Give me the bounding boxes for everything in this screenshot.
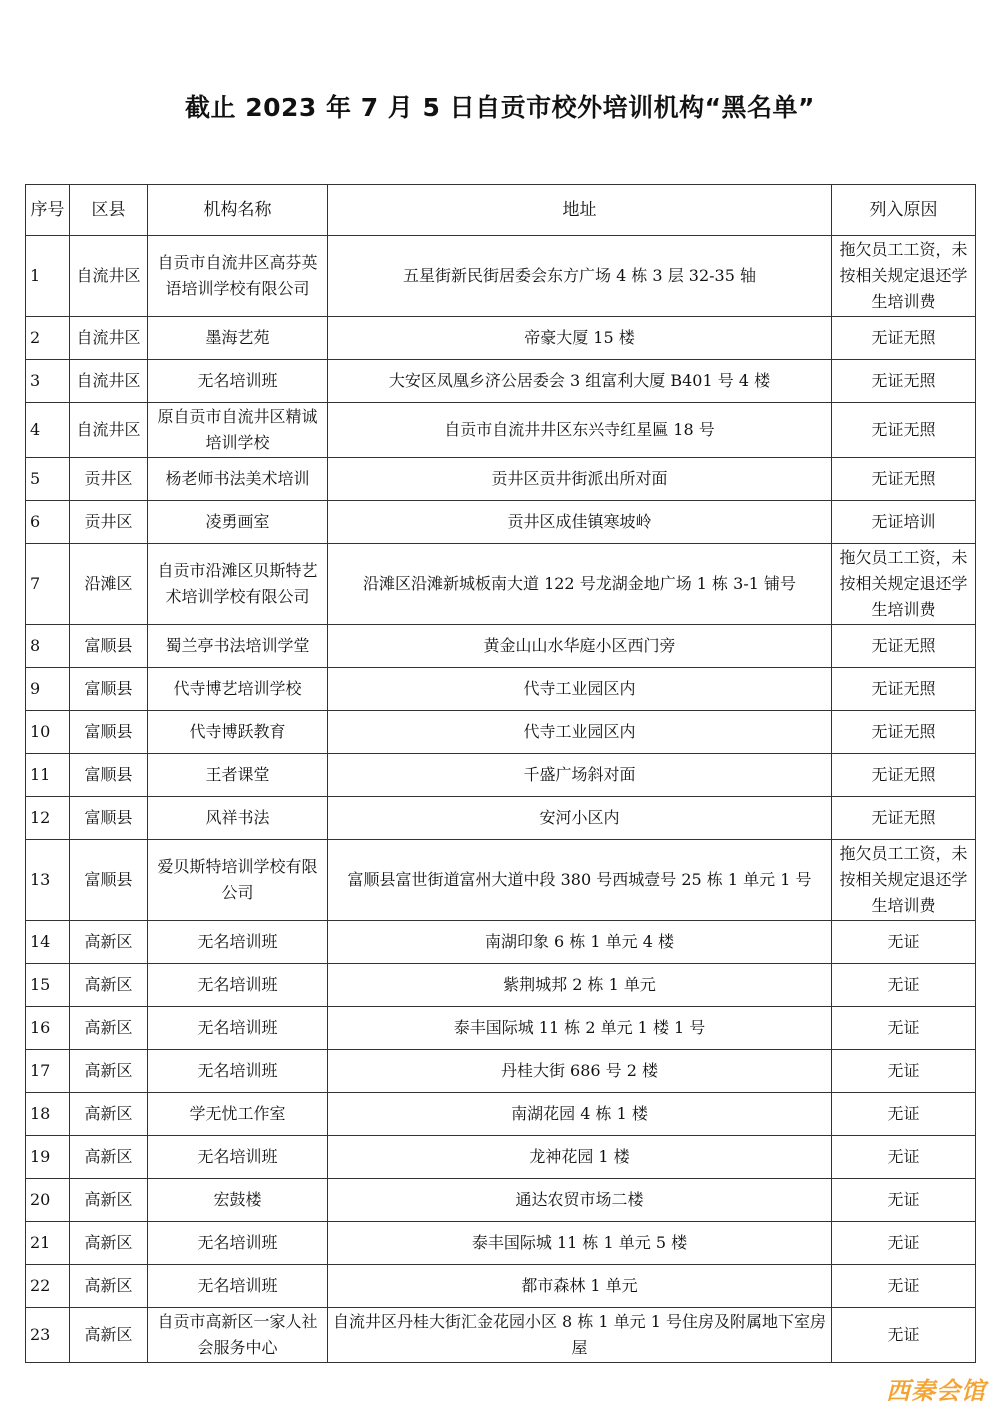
- cell-reason: 无证培训: [832, 501, 976, 544]
- blacklist-table: [25, 184, 976, 1363]
- cell-no: 4: [26, 403, 70, 458]
- cell-reason: 无证: [832, 1136, 976, 1179]
- cell-org-name: 无名培训班: [148, 1136, 328, 1179]
- cell-no: 11: [26, 754, 70, 797]
- cell-address: 龙神花园 1 楼: [328, 1136, 832, 1179]
- cell-district: 自流井区: [70, 317, 148, 360]
- table-row: [26, 1007, 976, 1050]
- table-row: [26, 668, 976, 711]
- cell-reason: 拖欠员工工资，未按相关规定退还学生培训费: [832, 840, 976, 921]
- cell-reason: 无证无照: [832, 754, 976, 797]
- table-row: [26, 797, 976, 840]
- cell-address: 贡井区贡井街派出所对面: [328, 458, 832, 501]
- cell-org-name: 杨老师书法美术培训: [148, 458, 328, 501]
- cell-district: 富顺县: [70, 668, 148, 711]
- cell-address: 南湖印象 6 栋 1 单元 4 楼: [328, 921, 832, 964]
- cell-org-name: 原自贡市自流井区精诚培训学校: [148, 403, 328, 458]
- table-row: [26, 403, 976, 458]
- table-row: [26, 1308, 976, 1363]
- cell-org-name: 无名培训班: [148, 921, 328, 964]
- watermark-logo: [886, 1371, 986, 1406]
- cell-org-name: 凌勇画室: [148, 501, 328, 544]
- cell-district: 富顺县: [70, 797, 148, 840]
- cell-org-name: 宏鼓楼: [148, 1179, 328, 1222]
- table-body: [26, 236, 976, 1363]
- cell-org-name: 无名培训班: [148, 964, 328, 1007]
- cell-district: 富顺县: [70, 754, 148, 797]
- cell-address: 代寺工业园区内: [328, 711, 832, 754]
- table-row: [26, 236, 976, 317]
- table-row: [26, 458, 976, 501]
- cell-no: 18: [26, 1093, 70, 1136]
- table-row: [26, 501, 976, 544]
- cell-reason: 拖欠员工工资，未按相关规定退还学生培训费: [832, 544, 976, 625]
- cell-district: 富顺县: [70, 625, 148, 668]
- table-row: [26, 964, 976, 1007]
- cell-district: 高新区: [70, 1265, 148, 1308]
- cell-district: 高新区: [70, 1136, 148, 1179]
- cell-reason: 无证: [832, 964, 976, 1007]
- cell-district: 高新区: [70, 964, 148, 1007]
- table-row: [26, 1179, 976, 1222]
- table-row: [26, 1050, 976, 1093]
- table-row: [26, 1136, 976, 1179]
- cell-district: 自流井区: [70, 403, 148, 458]
- cell-no: 2: [26, 317, 70, 360]
- cell-district: 贡井区: [70, 501, 148, 544]
- cell-org-name: 无名培训班: [148, 360, 328, 403]
- cell-address: 代寺工业园区内: [328, 668, 832, 711]
- cell-reason: 无证: [832, 1265, 976, 1308]
- cell-no: 10: [26, 711, 70, 754]
- cell-district: 自流井区: [70, 236, 148, 317]
- cell-address: 自贡市自流井井区东兴寺红星匾 18 号: [328, 403, 832, 458]
- cell-reason: 无证: [832, 1179, 976, 1222]
- cell-address: 贡井区成佳镇寒坡岭: [328, 501, 832, 544]
- cell-reason: 无证无照: [832, 668, 976, 711]
- cell-district: 贡井区: [70, 458, 148, 501]
- cell-no: 21: [26, 1222, 70, 1265]
- cell-no: 16: [26, 1007, 70, 1050]
- cell-address: 泰丰国际城 11 栋 2 单元 1 楼 1 号: [328, 1007, 832, 1050]
- cell-address: 自流井区丹桂大街汇金花园小区 8 栋 1 单元 1 号住房及附属地下室房屋: [328, 1308, 832, 1363]
- cell-address: 沿滩区沿滩新城板南大道 122 号龙湖金地广场 1 栋 3-1 铺号: [328, 544, 832, 625]
- cell-address: 南湖花园 4 栋 1 楼: [328, 1093, 832, 1136]
- cell-org-name: 蜀兰亭书法培训学堂: [148, 625, 328, 668]
- cell-no: 20: [26, 1179, 70, 1222]
- cell-reason: 无证无照: [832, 458, 976, 501]
- cell-district: 高新区: [70, 1179, 148, 1222]
- table-header-row: [26, 185, 976, 236]
- table-row: [26, 544, 976, 625]
- cell-district: 富顺县: [70, 840, 148, 921]
- cell-reason: 无证: [832, 1050, 976, 1093]
- cell-no: 1: [26, 236, 70, 317]
- cell-district: 高新区: [70, 1093, 148, 1136]
- cell-org-name: 自贡市沿滩区贝斯特艺术培训学校有限公司: [148, 544, 328, 625]
- cell-address: 富顺县富世街道富州大道中段 380 号西城壹号 25 栋 1 单元 1 号: [328, 840, 832, 921]
- cell-district: 高新区: [70, 921, 148, 964]
- cell-org-name: 王者课堂: [148, 754, 328, 797]
- cell-no: 14: [26, 921, 70, 964]
- cell-address: 通达农贸市场二楼: [328, 1179, 832, 1222]
- cell-reason: 无证无照: [832, 625, 976, 668]
- page-title: 截止 2023 年 7 月 5 日自贡市校外培训机构“黑名单”: [185, 93, 815, 122]
- cell-address: 紫荆城邦 2 栋 1 单元: [328, 964, 832, 1007]
- cell-address: 五星街新民街居委会东方广场 4 栋 3 层 32-35 轴: [328, 236, 832, 317]
- header-no: 序号: [26, 185, 70, 236]
- cell-no: 15: [26, 964, 70, 1007]
- cell-address: 帝豪大厦 15 楼: [328, 317, 832, 360]
- cell-address: 大安区凤凰乡济公居委会 3 组富利大厦 B401 号 4 楼: [328, 360, 832, 403]
- cell-reason: 无证无照: [832, 360, 976, 403]
- cell-no: 12: [26, 797, 70, 840]
- cell-no: 22: [26, 1265, 70, 1308]
- table-row: [26, 1222, 976, 1265]
- cell-no: 3: [26, 360, 70, 403]
- header-org-name: 机构名称: [148, 185, 328, 236]
- cell-reason: 无证无照: [832, 403, 976, 458]
- cell-district: 自流井区: [70, 360, 148, 403]
- cell-district: 沿滩区: [70, 544, 148, 625]
- cell-no: 13: [26, 840, 70, 921]
- table-row: [26, 1265, 976, 1308]
- cell-reason: 无证: [832, 921, 976, 964]
- header-district: 区县: [70, 185, 148, 236]
- table-row: [26, 711, 976, 754]
- cell-district: 高新区: [70, 1222, 148, 1265]
- cell-address: 千盛广场斜对面: [328, 754, 832, 797]
- cell-address: 都市森林 1 单元: [328, 1265, 832, 1308]
- cell-org-name: 学无忧工作室: [148, 1093, 328, 1136]
- cell-address: 丹桂大街 686 号 2 楼: [328, 1050, 832, 1093]
- cell-reason: 无证无照: [832, 317, 976, 360]
- cell-org-name: 无名培训班: [148, 1050, 328, 1093]
- cell-org-name: 爱贝斯特培训学校有限公司: [148, 840, 328, 921]
- cell-org-name: 无名培训班: [148, 1265, 328, 1308]
- table-row: [26, 754, 976, 797]
- cell-no: 7: [26, 544, 70, 625]
- cell-district: 高新区: [70, 1308, 148, 1363]
- header-address: 地址: [328, 185, 832, 236]
- cell-reason: 无证: [832, 1007, 976, 1050]
- cell-address: 安河小区内: [328, 797, 832, 840]
- table-row: [26, 360, 976, 403]
- cell-reason: 拖欠员工工资，未按相关规定退还学生培训费: [832, 236, 976, 317]
- cell-org-name: 自贡市高新区一家人社会服务中心: [148, 1308, 328, 1363]
- cell-address: 泰丰国际城 11 栋 1 单元 5 楼: [328, 1222, 832, 1265]
- cell-reason: 无证无照: [832, 711, 976, 754]
- cell-reason: 无证: [832, 1222, 976, 1265]
- cell-org-name: 风祥书法: [148, 797, 328, 840]
- cell-no: 5: [26, 458, 70, 501]
- cell-no: 23: [26, 1308, 70, 1363]
- cell-org-name: 自贡市自流井区高芬英语培训学校有限公司: [148, 236, 328, 317]
- cell-no: 19: [26, 1136, 70, 1179]
- table-row: [26, 317, 976, 360]
- table-row: [26, 1093, 976, 1136]
- watermark-text: 西秦会馆: [886, 1377, 986, 1405]
- cell-org-name: 墨海艺苑: [148, 317, 328, 360]
- cell-address: 黄金山山水华庭小区西门旁: [328, 625, 832, 668]
- cell-org-name: 代寺博跃教育: [148, 711, 328, 754]
- cell-reason: 无证无照: [832, 797, 976, 840]
- cell-org-name: 无名培训班: [148, 1222, 328, 1265]
- cell-district: 富顺县: [70, 711, 148, 754]
- header-reason: 列入原因: [832, 185, 976, 236]
- cell-district: 高新区: [70, 1050, 148, 1093]
- cell-no: 6: [26, 501, 70, 544]
- table-row: [26, 921, 976, 964]
- table-row: [26, 840, 976, 921]
- cell-reason: 无证: [832, 1308, 976, 1363]
- cell-no: 8: [26, 625, 70, 668]
- cell-district: 高新区: [70, 1007, 148, 1050]
- cell-reason: 无证: [832, 1093, 976, 1136]
- cell-no: 17: [26, 1050, 70, 1093]
- cell-org-name: 代寺博艺培训学校: [148, 668, 328, 711]
- table-row: [26, 625, 976, 668]
- cell-org-name: 无名培训班: [148, 1007, 328, 1050]
- cell-no: 9: [26, 668, 70, 711]
